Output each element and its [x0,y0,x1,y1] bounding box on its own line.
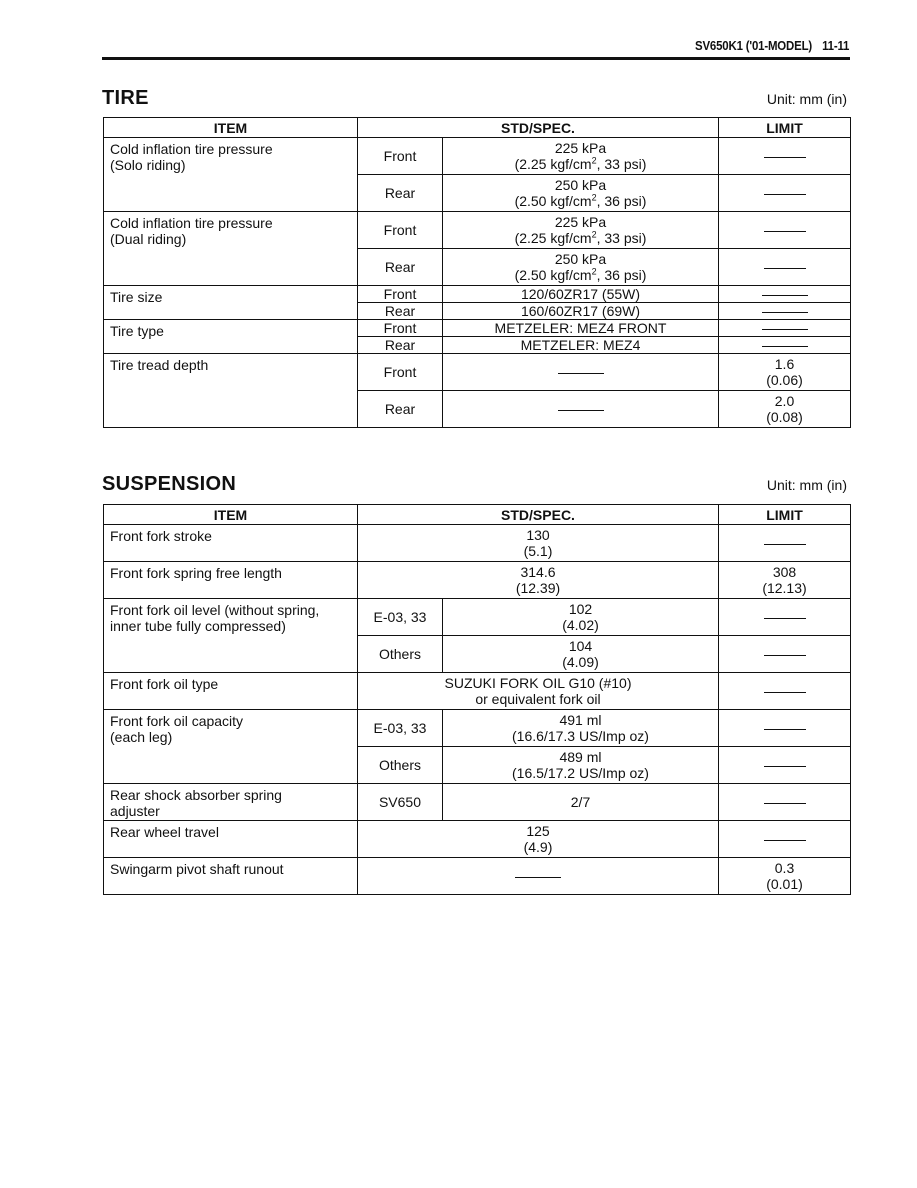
limit-cell [719,286,851,303]
limit-cell [719,320,851,337]
header-rule [102,57,850,60]
no-limit-dash [762,312,808,313]
limit-cell [719,673,851,710]
no-limit-dash [764,618,806,619]
position-label: Front [358,212,443,249]
no-limit-dash [764,544,806,545]
limit-cell [719,175,851,212]
no-limit-dash [762,295,808,296]
table-header-row [104,505,851,525]
no-spec-dash [515,877,561,878]
spec-value: 102 (4.02) [443,599,719,636]
limit-cell [719,747,851,784]
spec-value: 489 ml (16.5/17.2 US/Imp oz) [443,747,719,784]
suspension-unit-note: Unit: mm (in) [766,477,847,493]
table-row [104,525,851,562]
item-cell-oil-capacity: Front fork oil capacity (each leg) [104,710,358,784]
table-row [104,858,851,895]
item-cell-swingarm-runout: Swingarm pivot shaft runout [104,858,358,895]
variant-label: E-03, 33 [358,599,443,636]
item-cell-shock-adjuster: Rear shock absorber spring adjuster [104,784,358,821]
no-limit-dash [764,231,806,232]
position-label: Rear [358,337,443,354]
table-row [104,710,851,747]
limit-cell: 0.3 (0.01) [719,858,851,895]
limit-cell [719,636,851,673]
limit-cell [719,599,851,636]
tire-spec-table [103,117,851,428]
table-row [104,821,851,858]
spec-value: 250 kPa (2.50 kgf/$cm^2$, 36 psi) [443,249,719,286]
position-label: Front [358,354,443,391]
tire-section-title: TIRE [102,87,149,109]
item-cell-oil-level: Front fork oil level (without spring, inner tube fully compressed) [104,599,358,673]
limit-cell [719,212,851,249]
column-header-spec: STD/SPEC. [358,118,719,138]
limit-cell [719,525,851,562]
spec-value: 225 kPa (2.25 kgf/$cm^2$, 33 psi) [443,212,719,249]
column-header-item: ITEM [104,505,358,525]
spec-value: 225 kPa (2.25 kgf/$cm^2$, 33 psi) [443,138,719,175]
table-row [104,784,851,821]
item-cell-fork-stroke: Front fork stroke [104,525,358,562]
position-label: Front [358,286,443,303]
spec-value: 2/7 [443,784,719,821]
spec-value: METZELER: MEZ4 FRONT [443,320,719,337]
variant-label: SV650 [358,784,443,821]
item-cell-solo [104,138,358,212]
limit-cell: 308 (12.13) [719,562,851,599]
spec-value [443,391,719,428]
item-cell-wheel-travel: Rear wheel travel [104,821,358,858]
limit-cell [719,821,851,858]
spec-value [358,858,719,895]
no-limit-dash [764,766,806,767]
no-spec-dash [558,410,604,411]
item-cell-tread: Tire tread depth [104,354,358,428]
column-header-spec: STD/SPEC. [358,505,719,525]
limit-cell [719,138,851,175]
limit-cell: 1.6 (0.06) [719,354,851,391]
no-spec-dash [558,373,604,374]
limit-cell [719,249,851,286]
table-row [104,354,851,391]
no-limit-dash [764,157,806,158]
limit-cell: 2.0 (0.08) [719,391,851,428]
limit-cell [719,710,851,747]
position-label: Rear [358,249,443,286]
spec-value: SUZUKI FORK OIL G10 (#10) or equivalent fork oil [358,673,719,710]
no-limit-dash [762,346,808,347]
no-limit-dash [764,840,806,841]
spec-value: 314.6 (12.39) [358,562,719,599]
no-limit-dash [764,692,806,693]
spec-value [443,354,719,391]
table-row [104,562,851,599]
position-label: Rear [358,303,443,320]
limit-cell [719,784,851,821]
position-label: Rear [358,175,443,212]
table-row [104,138,851,175]
tire-unit-note: Unit: mm (in) [766,91,847,107]
table-row [104,320,851,337]
spec-value: 491 ml (16.6/17.3 US/Imp oz) [443,710,719,747]
no-limit-dash [764,729,806,730]
item-cell-size: Tire size [104,286,358,320]
item-text: (Solo riding) [110,157,186,173]
column-header-limit: LIMIT [719,118,851,138]
spec-value: METZELER: MEZ4 [443,337,719,354]
spec-value: 104 (4.09) [443,636,719,673]
limit-cell [719,337,851,354]
spec-value: 125 (4.9) [358,821,719,858]
running-title: SV650K1 ('01-MODEL) [694,38,812,53]
variant-label: Others [358,747,443,784]
table-row [104,286,851,303]
variant-label: E-03, 33 [358,710,443,747]
table-header-row [104,118,851,138]
table-row [104,673,851,710]
suspension-section-title: SUSPENSION [102,473,237,495]
no-limit-dash [764,194,806,195]
position-label: Front [358,320,443,337]
no-limit-dash [764,803,806,804]
no-limit-dash [764,268,806,269]
table-row [104,212,851,249]
item-text: Cold inflation tire pressure [110,141,273,157]
no-limit-dash [764,655,806,656]
item-cell-dual [104,212,358,286]
position-label: Rear [358,391,443,428]
suspension-spec-table [103,504,851,895]
item-text: Cold inflation tire pressure [110,215,273,231]
column-header-item: ITEM [104,118,358,138]
spec-value: 130 (5.1) [358,525,719,562]
spec-value: 120/60ZR17 (55W) [443,286,719,303]
no-limit-dash [762,329,808,330]
item-text: (Dual riding) [110,231,187,247]
spec-value: 250 kPa (2.50 kgf/$cm^2$, 36 psi) [443,175,719,212]
variant-label: Others [358,636,443,673]
item-cell-oil-type: Front fork oil type [104,673,358,710]
item-cell-spring-length: Front fork spring free length [104,562,358,599]
column-header-limit: LIMIT [719,505,851,525]
item-cell-type: Tire type [104,320,358,354]
spec-value: 160/60ZR17 (69W) [443,303,719,320]
table-row [104,599,851,636]
limit-cell [719,303,851,320]
page-number: 11-11 [821,38,849,53]
running-header [695,38,849,53]
position-label: Front [358,138,443,175]
